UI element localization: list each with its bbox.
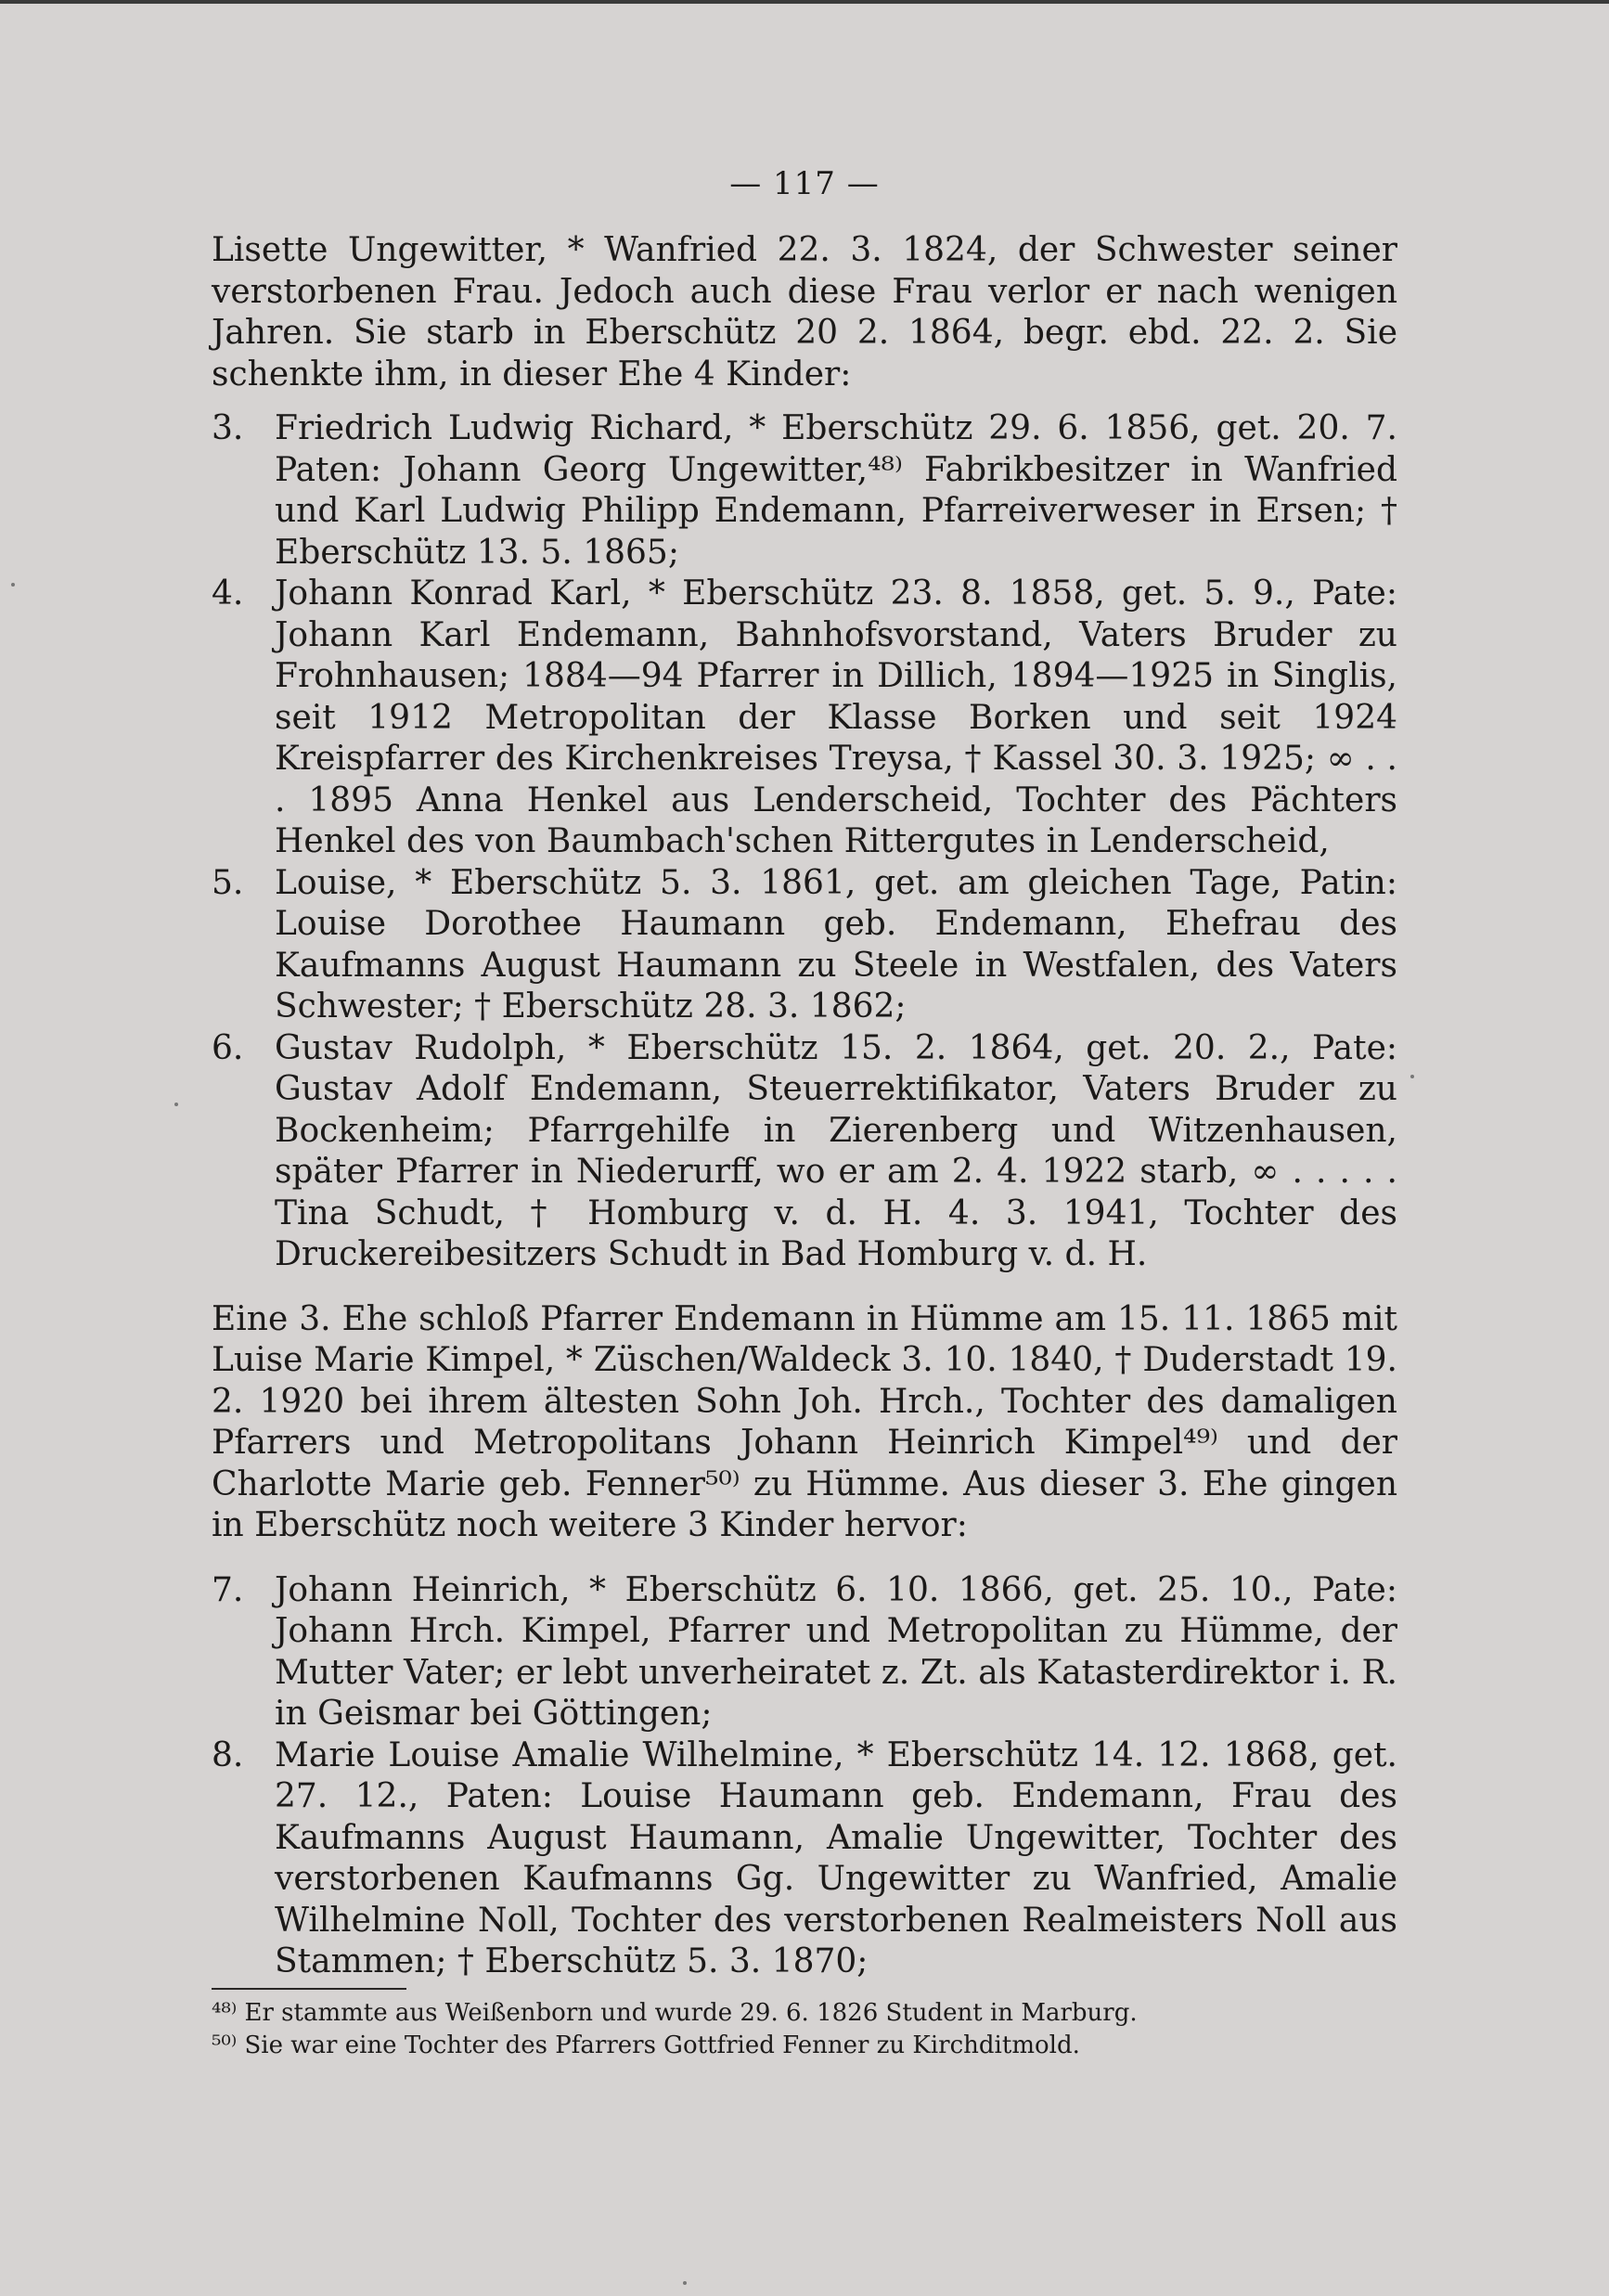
- middle-paragraph: Eine 3. Ehe schloß Pfarrer Endemann in Hümme am 15. 11. 1865 mit Luise Marie Kimpel, * Züschen/Waldeck 3. 10. 1840, † Duderstadt 19. 2. 1920 bei ihrem ältesten Sohn Joh. Hrch., Tochter des damaligen Pfarrers und Metropolitans Johann Heinrich Kimpel⁴⁹⁾ und der Charlotte Marie geb. Fenner⁵⁰⁾ zu Hümme. Aus dieser 3. Ehe gingen in Eberschütz noch weitere 3 Kinder hervor:: [212, 1299, 1397, 1544]
- list-item-number: 3.: [212, 409, 244, 447]
- list-item: [212, 863, 1397, 1028]
- list-item-number: 8.: [212, 1735, 244, 1774]
- list-item-text: Gustav Rudolph, * Eberschütz 15. 2. 1864, get. 20. 2., Pate: Gustav Adolf Endemann, Steuerrektifikator, Vaters Bruder zu Bockenheim; Pfarrgehilfe in Zierenberg und Witzenhausen, später Pfarrer in Niederurff, wo er am 2. 4. 1922 starb, ∞ . . . . . Tina Schudt, † Homburg v. d. H. 4. 3. 1941, Tochter des Druckereibesitzers Schudt in Bad Homburg v. d. H.: [275, 1028, 1397, 1273]
- body-text: [212, 230, 1397, 1983]
- list-item-number: 7.: [212, 1570, 244, 1609]
- list-item: [212, 1570, 1397, 1735]
- page-edge: [0, 0, 1609, 4]
- list-item: [212, 1028, 1397, 1276]
- list-item-text: Johann Konrad Karl, * Eberschütz 23. 8. 1858, get. 5. 9., Pate: Johann Karl Endemann, Bahnhofsvorstand, Vaters Bruder zu Frohnhausen; 1884—94 Pfarrer in Dillich, 1894—1925 in Singlis, seit 1912 Metropolitan der Klasse Borken und seit 1924 Kreispfarrer des Kirchenkreises Treysa, † Kassel 30. 3. 1925; ∞ . . . 1895 Anna Henkel aus Lenderscheid, Tochter des Pächters Henkel des von Baumbach'schen Rittergutes in Lenderscheid,: [275, 574, 1397, 860]
- page-number: — 117 —: [729, 165, 880, 202]
- paper-speck: [683, 2281, 687, 2285]
- paper-speck: [1410, 1075, 1414, 1078]
- footnote-48: ⁴⁸⁾ Er stammte aus Weißenborn und wurde 29. 6. 1826 Student in Marburg.: [212, 1999, 1138, 2027]
- list-item-text: Marie Louise Amalie Wilhelmine, * Eberschütz 14. 12. 1868, get. 27. 12., Paten: Louise Haumann geb. Endemann, Frau des Kaufmanns August Haumann, Amalie Ungewitter, Tochter des verstorbenen Kaufmanns Gg. Ungewitter zu Wanfried, Amalie Wilhelmine Noll, Tochter des verstorbenen Realmeisters Noll aus Stammen; † Eberschütz 5. 3. 1870;: [275, 1735, 1397, 1980]
- list-item-text: Louise, * Eberschütz 5. 3. 1861, get. am gleichen Tage, Patin: Louise Dorothee Haumann geb. Endemann, Ehefrau des Kaufmanns August Haumann zu Steele in Westfalen, des Vaters Schwester; † Eberschütz 28. 3. 1862;: [275, 863, 1397, 1025]
- list-item-number: 6.: [212, 1028, 244, 1067]
- footnotes: [212, 1988, 1397, 2062]
- paper-speck: [11, 583, 15, 587]
- list-item: [212, 1735, 1397, 1983]
- footnote-divider: [212, 1988, 406, 1990]
- footnote-50: ⁵⁰⁾ Sie war eine Tochter des Pfarrers Gottfried Fenner zu Kirchditmold.: [212, 2032, 1080, 2059]
- list-item: [212, 408, 1397, 574]
- list-item-number: 4.: [212, 574, 244, 613]
- list-item-text: Johann Heinrich, * Eberschütz 6. 10. 1866, get. 25. 10., Pate: Johann Hrch. Kimpel, Pfarrer und Metropolitan zu Hümme, der Mutter Vater; er lebt unverheiratet z. Zt. als Katasterdirektor i. R. in Geismar bei Göttingen;: [275, 1570, 1397, 1733]
- intro-paragraph: Lisette Ungewitter, * Wanfried 22. 3. 1824, der Schwester seiner verstorbenen Frau. Jedoch auch diese Frau verlor er nach wenigen Jahren. Sie starb in Eberschütz 20 2. 1864, begr. ebd. 22. 2. Sie schenkte ihm, in dieser Ehe 4 Kinder:: [212, 231, 1397, 393]
- list-item-text: Friedrich Ludwig Richard, * Eberschütz 29. 6. 1856, get. 20. 7. Paten: Johann Georg Ungewitter,⁴⁸⁾ Fabrikbesitzer in Wanfried und Karl Ludwig Philipp Endemann, Pfarreiverweser in Ersen; † Eberschütz 13. 5. 1865;: [275, 409, 1397, 572]
- list-item: [212, 574, 1397, 863]
- paper-speck: [174, 1103, 178, 1106]
- list-item-number: 5.: [212, 863, 244, 902]
